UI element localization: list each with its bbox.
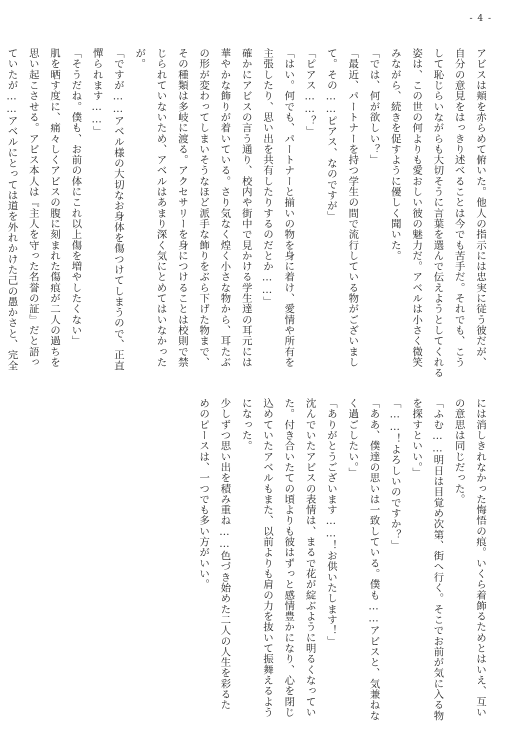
- text-block-bottom: [197, 398, 490, 728]
- text-column: 憚られます……」: [90, 48, 103, 137]
- text-column: アビスは頬を赤らめて俯いた。他人の指示には忠実に従う彼だが、: [474, 48, 486, 368]
- text-column: 沈んでいたアビスの表情は、まるで花が綻ぶように明るくなってい: [303, 398, 316, 718]
- text-column: が。: [133, 48, 146, 70]
- text-column: 「ふむ……明日は目覚め次第、街へ行く。そこでお前が気に入る物: [431, 398, 444, 721]
- text-column: 自分の意見をはっきり述べることは今でも苦手だ。それでも、こう: [452, 48, 465, 368]
- text-column: には消しきれなかった悔悟の痕。いくら着飾るためとはいえ、互い: [474, 398, 486, 718]
- text-column: 肌を晒す度に、痛々しくアビスの腹に刻まれた傷痕が二人の過ちを: [48, 48, 61, 368]
- text-column: 「……！よろしいのですか？」: [388, 398, 401, 551]
- text-column: を探すといい。」: [410, 398, 423, 479]
- text-column: みながら、続きを促すように優しく聞いた。: [388, 48, 401, 261]
- text-column: 思い起こさせる。アビス本人は『主人を守った名誉の証』だと語っ: [26, 48, 39, 368]
- text-column: て。その……ピアス、なのですが」: [324, 48, 337, 222]
- text-column: 姿は、この世の何よりも愛おしい彼の魅力だ。アベルは小さく微笑: [410, 48, 423, 368]
- text-column: 「ピアス……？」: [303, 48, 316, 137]
- text-column: 「はい。何でも、パートナーと揃いの物を身に着け、愛情や所有を: [282, 48, 295, 368]
- text-column: 少しずつ思い出を積み重ね……色づき始めた二人の人生を彩るた: [218, 398, 231, 711]
- text-column: 「そうだね。僕も、お前の体にこれ以上傷を増やしたくない」: [69, 48, 82, 347]
- text-column: して恥じらいながらも大切そうに言葉を選んで伝えようとしてくれる: [431, 48, 444, 379]
- text-column: 確かにアビスの言う通り、校内や街中で見かける学生達の耳元には: [239, 48, 252, 368]
- text-column: の形が変わってしまいそうなほど派手な飾りをぶら下げた物まで、: [197, 48, 210, 368]
- text-column: 「ですが……アベル様の大切なお身体を傷つけてしまうので、正直: [111, 48, 124, 371]
- text-column: 「ありがとうございます……！お供いたします！」: [324, 398, 337, 647]
- text-block-top: [5, 48, 490, 379]
- text-column: 主張したり、思い出を共有したりするのだとか……」: [261, 48, 274, 307]
- text-column: た。付き合いたての頃よりも彼はずっと感情豊かになり、心を閉じ: [282, 398, 295, 718]
- text-column: ていたが……アベルにとっては道を外れかけた己の愚かさと、完全: [5, 48, 18, 371]
- text-column: その種類は多岐に渡る。アクセサリーを身につけることは校則で禁: [175, 48, 188, 368]
- text-column: 「ああ、僕達の思いは一致している。僕も……アビスと、気兼ねな: [367, 398, 380, 721]
- text-column: く過ごしたい。」: [346, 398, 359, 479]
- text-column: 「最近、パートナーを持つ学生の間で流行している物がございまし: [346, 48, 359, 368]
- text-column: めのピースは、一つでも多い方がいい。: [197, 398, 210, 590]
- page-number: - 4 -: [469, 14, 492, 24]
- text-column: の意思は同じだった。: [452, 398, 465, 505]
- text-column: になった。: [239, 398, 252, 452]
- text-column: 華やかな飾りが着いている。さり気なく煌く小さな物から、耳たぶ: [218, 48, 231, 368]
- text-column: 込めていたアベルもまた、以前よりも肩の力を抜いて振舞えるよう: [261, 398, 274, 718]
- text-column: 「では、何が欲しい？」: [367, 48, 380, 166]
- text-column: じられていないため、アベルはあまり深く気にとめてはいなかった: [154, 48, 167, 368]
